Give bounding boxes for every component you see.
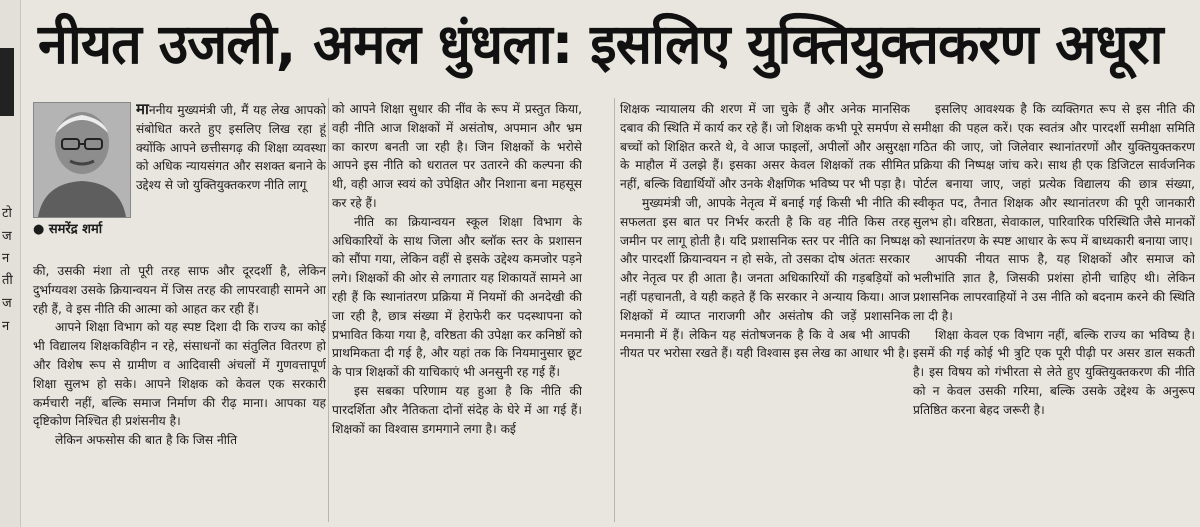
- paragraph: इसलिए आवश्यक है कि व्यक्तिगत रूप से इस नीति की समीक्षा की पहल करें। एक स्वतंत्र और पारदर्शी समीक्षा समिति गठित की जाए, जो जिलेवार स्थानांतरणों और युक्तियुक्तकरण प्रक्रिया की निष्पक्ष जांच करे। साथ ही एक डिजिटल सार्वजनिक पोर्टल बनाया जाए, जहां प्रत्येक विद्यालय की छात्र संख्या, स्वीकृत पद, तैनात शिक्षक और स्थानांतरण की पूरी जानकारी सुलभ हो। वरिष्ठता, सेवाकाल, पारिवारिक परिस्थिति जैसे मानकों को स्थानांतरण के स्पष्ट आधार के रूप में बाध्यकारी बनाया जाए।: [913, 102, 1195, 248]
- fragment-text: ज: [2, 296, 12, 311]
- article-column-3: [620, 100, 910, 525]
- paragraph: शिक्षक न्यायालय की शरण में जा चुके हैं और अनेक मानसिक दबाव की स्थिति में कार्य कर रहे हैं। जो शिक्षक कभी पूरे समर्पण से बच्चों को शिक्षित करते थे, वे आज फाइलों, अपीलों और असुरक्षा के माहौल में उलझे हैं। इसका असर केवल शिक्षकों तक सीमित नहीं, बल्कि विद्यार्थियों और उनके शैक्षणिक भविष्य पर भी पड़ा है।: [620, 102, 910, 192]
- article-column-1-top: [136, 100, 326, 260]
- column-divider: [614, 98, 615, 522]
- author-byline: ● समरेंद्र शर्मा: [33, 222, 103, 237]
- paragraph: को आपने शिक्षा सुधार की नींव के रूप में प्रस्तुत किया, वही नीति आज शिक्षकों में असंतोष, अपमान और भ्रम का कारण बनती जा रही है। जिन शिक्षकों के भरोसे आपने इस नीति को धरातल पर उतारने की कल्पना की थी, वही आज स्वयं को उपेक्षित और निशाना बना महसूस कर रहे हैं।: [332, 102, 582, 210]
- paragraph: की, उसकी मंशा तो पूरी तरह साफ और दूरदर्शी है, लेकिन दुर्भाग्यवश उसके क्रियान्वयन में जिस तरह की लापरवाही सामने आ रही हैं, वे इस नीति की आत्मा को आहत कर रही हैं।: [33, 264, 326, 316]
- paragraph: नीति का क्रियान्वयन स्कूल शिक्षा विभाग के अधिकारियों के साथ जिला और ब्लॉक स्तर के प्रशासन को सौंपा गया, लेकिन वहीं से इसके उद्देश्य कमजोर पड़ने लगे। शिक्षकों की ओर से लगातार यह शिकायतें सामने आ रही हैं कि स्थानांतरण प्रक्रिया में नियमों की अनदेखी की जा रही है, छात्र संख्या में हेराफेरी कर पदस्थापना को प्रभावित किया गया है, वरिष्ठता की उपेक्षा कर कनिष्ठों को प्राथमिकता दी गई है, और यहां तक कि नियमानुसार छूट के पात्र शिक्षकों की याचिकाएं भी अनसुनी रह गई हैं।: [332, 214, 582, 380]
- paragraph: लेकिन अफसोस की बात है कि जिस नीति: [55, 433, 238, 448]
- article-column-1-bottom: [33, 262, 326, 524]
- adjacent-headline-fragment: [0, 48, 14, 116]
- fragment-text: न: [2, 251, 10, 266]
- author-photo: [33, 102, 131, 218]
- fragment-text: ती: [2, 273, 13, 288]
- article-headline: नीयत उजली, अमल धुंधला: इसलिए युक्तियुक्तकरण अधूरा: [37, 12, 1163, 76]
- fragment-text: ज: [2, 229, 12, 244]
- fragment-text: न: [2, 319, 10, 334]
- article-column-4: [913, 100, 1195, 525]
- article-column-2: [332, 100, 582, 525]
- paragraph: मुख्यमंत्री जी, आपके नेतृत्व में बनाई गई किसी भी नीति की सफलता इस बात पर निर्भर करती है कि वह नीति किस तरह जमीन पर लागू होती है। यदि प्रशासनिक स्तर पर नीति का निष्पक्ष और पारदर्शी क्रियान्वयन न हो सके, तो उसका दोष अंततः सरकार और नेतृत्व पर ही आता है। जनता अधिकारियों की गड़बड़ियों को नहीं पहचानती, वे यही कहते हैं कि सरकार ने अन्याय किया। आज शिक्षकों में व्याप्त नाराजगी और असंतोष की जड़ें प्रशासनिक मनमानी में हैं। लेकिन यह संतोषजनक है कि वे अब भी आपकी नीयत पर भरोसा रखते हैं। यही विश्वास इस लेख का आधार भी है।: [620, 195, 910, 361]
- column-divider: [328, 98, 329, 522]
- fragment-text: टो: [2, 206, 12, 221]
- paragraph: इस सबका परिणाम यह हुआ है कि नीति की पारदर्शिता और नैतिकता दोनों संदेह के घेरे में आ गई हैं। शिक्षकों का विश्वास डगमगाने लगा है। कई: [332, 383, 582, 436]
- paragraph: आपकी नीयत साफ है, यह शिक्षकों और समाज को भलीभांति ज्ञात है, जिसकी प्रशंसा होनी चाहिए थी। लेकिन प्रशासनिक लापरवाहियों ने उस नीति को बदनाम करने की स्थिति ला दी है।: [913, 252, 1195, 323]
- paragraph: आपने शिक्षा विभाग को यह स्पष्ट दिशा दी कि राज्य का कोई भी विद्यालय शिक्षकविहीन न रहे, संसाधनों का संतुलित वितरण हो और विशेष रूप से ग्रामीण व आदिवासी अंचलों में गुणवत्तापूर्ण शिक्षा सुलभ हो सके। आपने शिक्षक को केवल एक सरकारी कर्मचारी नहीं, बल्कि समाज निर्माण की रीढ़ माना। आपका यह दृष्टिकोण निश्चित ही प्रशंसनीय है।: [33, 320, 326, 429]
- drop-cap: मा: [136, 100, 149, 118]
- author-portrait-image: [34, 103, 130, 217]
- paragraph: शिक्षा केवल एक विभाग नहीं, बल्कि राज्य का भविष्य है। इसमें की गई कोई भी त्रुटि एक पूरी पीढ़ी पर असर डाल सकती है। इस विषय को गंभीरता से लेते हुए युक्तियुक्तकरण की नीति को न केवल उसकी गरिमा, बल्कि उसके उद्देश्य के अनुरूप प्रतिष्ठित करना बेहद जरूरी है।: [913, 327, 1195, 417]
- paragraph: ननीय मुख्यमंत्री जी, मैं यह लेख आपको संबोधित करते हुए इसलिए लिख रहा हूं क्योंकि आपने छत्तीसगढ़ की शिक्षा व्यवस्था को अधिक न्यायसंगत और सशक्त बनाने के उद्देश्य से जो युक्तियुक्तकरण नीति लागू: [136, 103, 326, 193]
- adjacent-article-fragment: [0, 0, 21, 527]
